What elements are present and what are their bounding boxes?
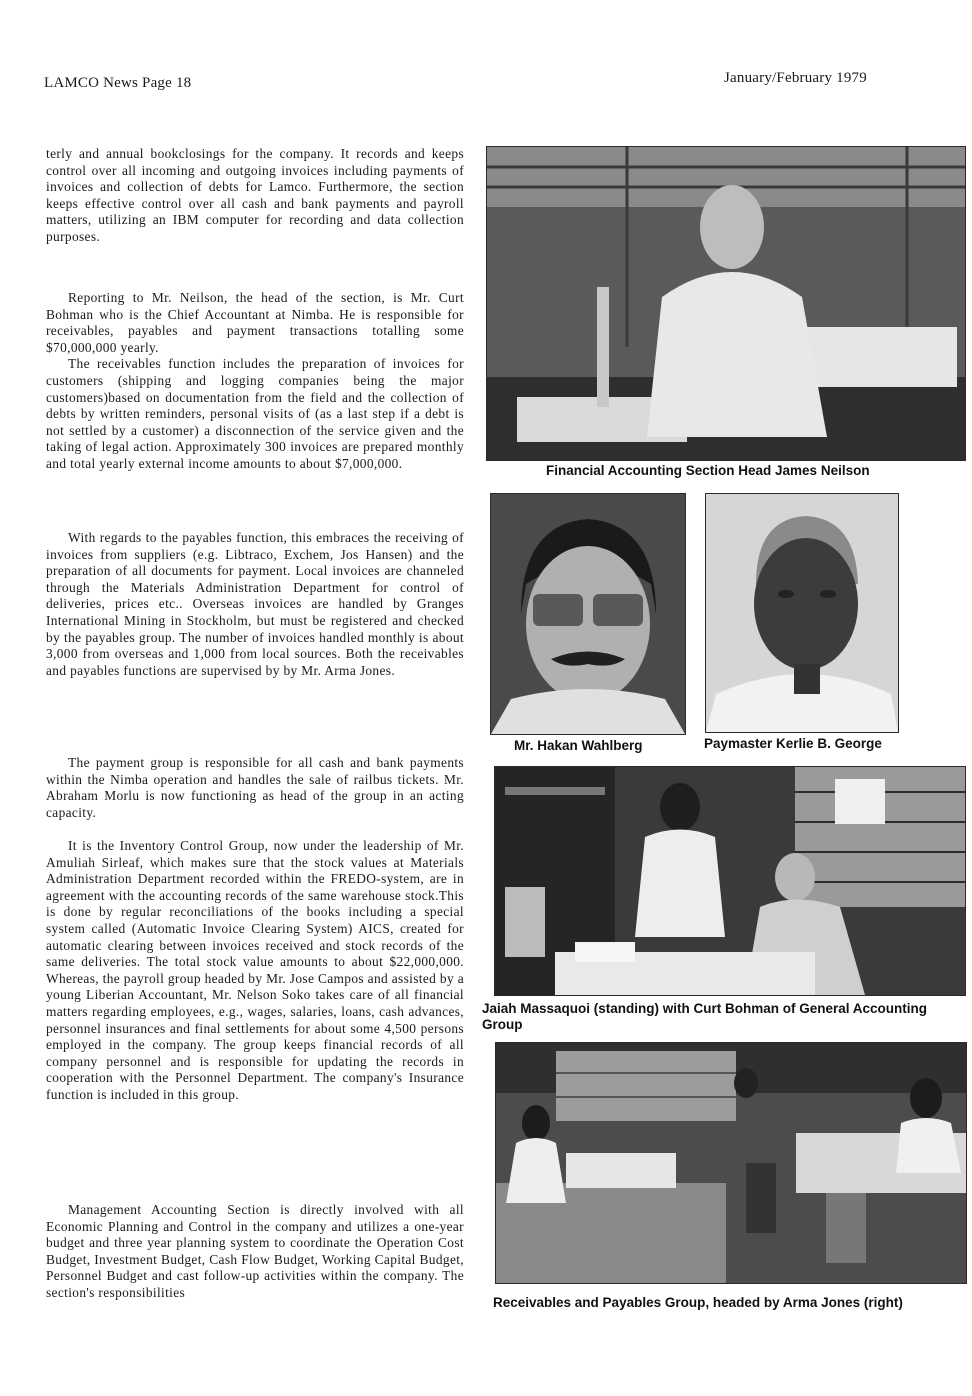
paragraph-5: The payment group is responsible for all cash and bank payments within the Nimba operation and handles the sale of railbus tickets. Mr. Abraham Morlu is now functioning as head of the group in an acting capacity. [46,755,464,820]
photo-section-head [486,146,966,461]
caption-section-head: Financial Accounting Section Head James Neilson [546,463,870,478]
caption-kerlie-george: Paymaster Kerlie B. George [704,736,882,751]
paragraph-1: terly and annual bookclosings for the company. It records and keeps control over all incoming and outgoing invoices including payments of invoices and collection of debts for Lamco. Furthermore, the section keeps effective control over all cash and bank payments and payroll matters, utilizing an IBM computer for recording and data collection purposes. [46,146,464,244]
article-paragraph [46,530,464,679]
article-paragraph [46,838,464,1104]
photo-kerlie-george [705,493,899,733]
page-header-right: January/February 1979 [724,70,867,86]
photo-hakan-wahlberg [490,493,686,735]
photo-general-accounting [494,766,966,996]
caption-hakan-wahlberg: Mr. Hakan Wahlberg [514,738,643,753]
paragraph-2: Reporting to Mr. Neilson, the head of the section, is Mr. Curt Bohman who is the Chief Accountant at Nimba. He is responsible for receivables, payables and payment transactions totalling some $70,000,000 yearly. [46,290,464,355]
caption-general-accounting: Jaiah Massaquoi (standing) with Curt Bohman of General Accounting Group [482,1001,928,1032]
paragraph-6: It is the Inventory Control Group, now under the leadership of Mr. Amuliah Sirleaf, which makes sure that the stock values at Materials Administration Department recorded within the FREDO-system, are in agreement with the accounting records of the same warehouse stock.This is done by regular reconciliations of the books including a special system called (Automatic Invoice Clearing System) AICS, created for automatic clearing between invoices received and stock records of the same deliveries. The total stock value amounts to about $22,000,000. Whereas, the payroll group headed by Mr. Jose Campos and assisted by a young Liberian Accountant, Mr. Nelson Soko takes care of all financial matters regarding employees, e.g., wages, salaries, loans, cash advances, personnel insurances and final settlements for about some 4,500 persons employed in the company. The group keeps financial records of all company personnel and is responsible for updating the records in cooperation with the Personnel Department. The company's Insurance function is included in this group. [46,838,464,1102]
article-paragraph [46,1202,464,1302]
paragraph-4: With regards to the payables function, this embraces the receiving of invoices from suppliers (e.g. Libtraco, Exchem, Jos Hansen) and the preparation of all documents for payment. Local invoices are channeled through the Materials Administration Department for control of deliveries, prices etc.. Overseas invoices are handled by Granges International Mining in Stockholm, but must be registered and checked by the payables group. The number of invoices handled monthly is about 3,000 from overseas and 1,000 from local sources. Both the receivables and payables functions are supervised by by Mr. Arma Jones. [46,530,464,678]
paragraph-7: Management Accounting Section is directly involved with all Economic Planning and Control in the company and utilizes a one-year budget and three year planning system to coordinate the Operation Cost Budget, Investment Budget, Cash Flow Budget, Working Capital Budget, Personnel Budget and cast follow-up activities within the company. The section's responsibilities [46,1202,464,1300]
page-header-left: LAMCO News Page 18 [44,75,192,91]
article-paragraph [46,755,464,821]
photo-receivables-payables-group [495,1042,967,1284]
article-paragraph [46,146,464,246]
caption-receivables-payables-group: Receivables and Payables Group, headed by Arma Jones (right) [493,1295,903,1310]
paragraph-3: The receivables function includes the preparation of invoices for customers (shipping and logging companies being the major customers)based on documentation from the field and the collection of debts by written reminders, personal visits of (as a last step if a debt is not settled by a customer) a disconnection of the service given and the taking of legal action. Approximately 300 invoices are prepared monthly and total yearly external income amounts to about $7,000,000. [46,356,464,471]
article-paragraph [46,290,464,473]
